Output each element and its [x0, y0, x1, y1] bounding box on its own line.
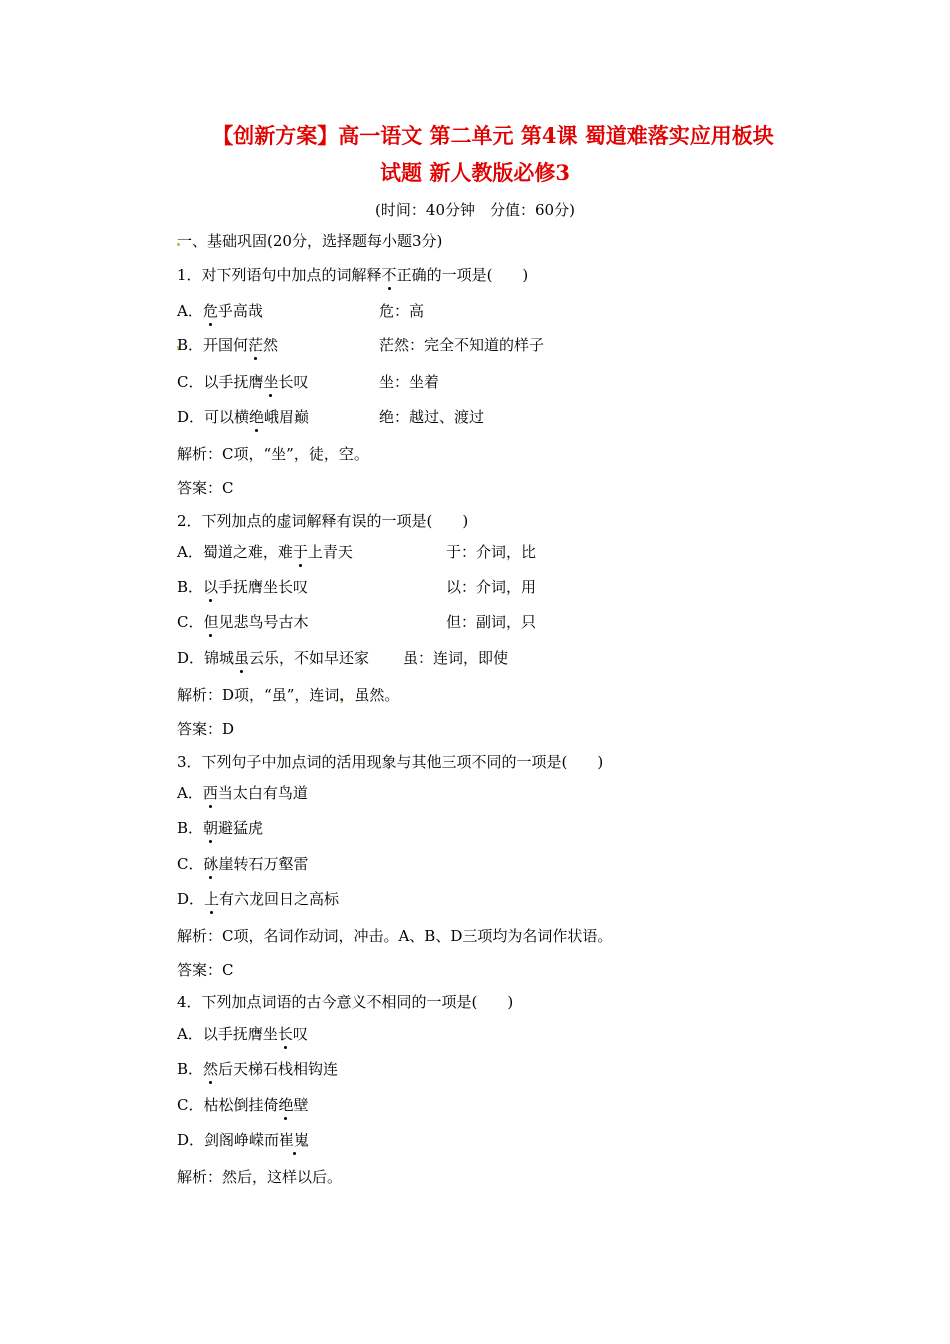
- q3-analysis: 解析：C项，名词作动词，冲击。A、B、D三项均为名词作状语。: [177, 927, 613, 945]
- question-2-stem: 2．下列加点的虚词解释有误的一项是( ): [177, 512, 469, 530]
- q2-option-b-explain: 以：介词，用: [446, 578, 537, 596]
- question-1-stem: 1．对下列语句中加点的词解释不正确的一项是( ): [177, 266, 529, 284]
- q2-option-d-explain: 虽：连词，即使: [403, 649, 509, 667]
- q2-option-d: D．锦城虽云乐，不如早还家: [177, 649, 370, 667]
- q1-option-d: D．可以横绝峨眉巅: [177, 408, 310, 426]
- document-title-line-2: 试题 新人教版必修3: [380, 160, 570, 185]
- q2-answer: 答案：D: [177, 720, 235, 738]
- q4-option-b: B．然后天梯石栈相钩连: [177, 1060, 339, 1078]
- section-heading: 一、基础巩固(20分，选择题每小题3分): [177, 232, 443, 250]
- q1-analysis: 解析：C项，“坐”，徒，空。: [177, 445, 369, 463]
- q4-option-d: D．剑阁峥嵘而崔嵬: [177, 1131, 310, 1149]
- q2-option-a-explain: 于：介词，比: [446, 543, 537, 561]
- q1-option-a-explain: 危：高: [379, 302, 425, 320]
- q1-option-c: C．以手抚膺坐长叹: [177, 373, 309, 391]
- q4-analysis: 解析：然后，这样以后。: [177, 1168, 343, 1186]
- q3-option-a: A．西当太白有鸟道: [177, 784, 308, 802]
- q3-option-c: C．砯崖转石万壑雷: [177, 855, 309, 873]
- question-3-stem: 3．下列句子中加点词的活用现象与其他三项不同的一项是( ): [177, 753, 604, 771]
- q3-answer: 答案：C: [177, 961, 234, 979]
- q1-option-b: B．开国何茫然: [177, 336, 279, 354]
- q2-option-c-explain: 但：副词，只: [446, 613, 537, 631]
- q2-option-c: C．但见悲鸟号古木: [177, 613, 309, 631]
- q3-option-b: B．朝避猛虎: [177, 819, 264, 837]
- q2-analysis: 解析：D项，“虽”，连词，虽然。: [177, 686, 400, 704]
- q1-option-d-explain: 绝：越过、渡过: [379, 408, 485, 426]
- q1-option-a: A．危乎高哉: [177, 302, 263, 320]
- q1-option-b-explain: 茫然：完全不知道的样子: [379, 336, 545, 354]
- q2-option-b: B．以手抚膺坐长叹: [177, 578, 309, 596]
- document-title-line-1: 【创新方案】高一语文 第二单元 第4课 蜀道难落实应用板块: [212, 123, 774, 148]
- question-4-stem: 4．下列加点词语的古今意义不相同的一项是( ): [177, 993, 514, 1011]
- q4-option-c: C．枯松倒挂倚绝壁: [177, 1096, 309, 1114]
- q1-answer: 答案：C: [177, 479, 234, 497]
- q4-option-a: A．以手抚膺坐长叹: [177, 1025, 308, 1043]
- q2-option-a: A．蜀道之难，难于上青天: [177, 543, 353, 561]
- q3-option-d: D．上有六龙回日之高标: [177, 890, 340, 908]
- q1-option-c-explain: 坐：坐着: [379, 373, 440, 391]
- time-score-info: (时间：40分钟 分值：60分): [375, 201, 575, 219]
